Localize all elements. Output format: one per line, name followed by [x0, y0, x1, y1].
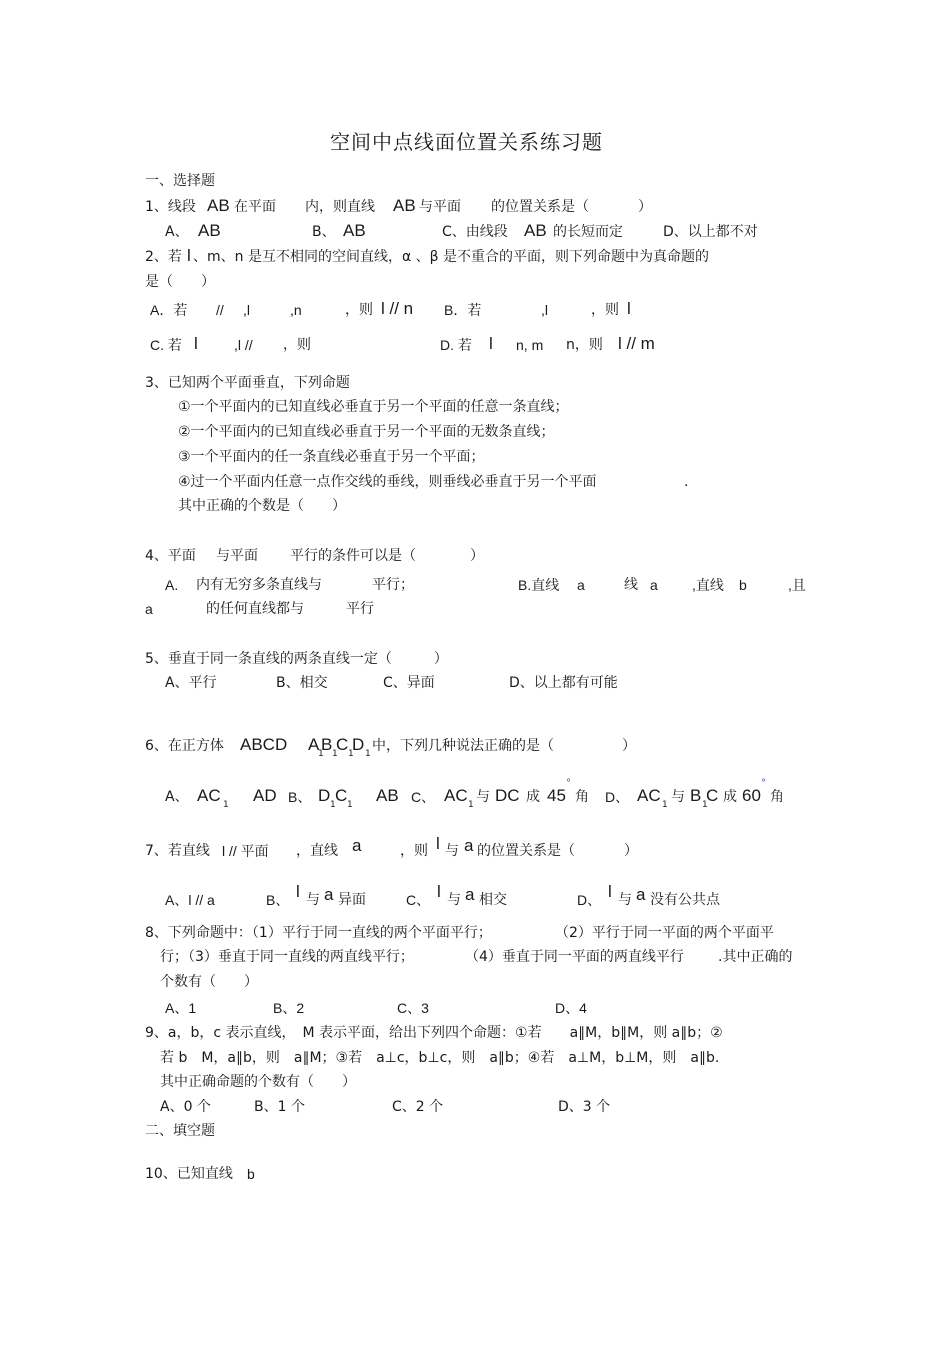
- q6-subscript: 1: [223, 800, 229, 810]
- q6-cube-top: B: [321, 735, 333, 754]
- q1-line-ab: AB: [393, 196, 416, 215]
- q2-option-d-part: n, m: [516, 337, 544, 353]
- q9-line-1: 9、a，b，c 表示直线， M 表示平面，给出下列四个命题：①若 a∥M，b∥M，则 a∥b；②: [145, 1025, 723, 1041]
- q7-option-a: A、l // a: [165, 892, 215, 908]
- q1-option-d: D、以上都不对: [663, 224, 758, 240]
- q7-option-b-part: 异面: [338, 892, 366, 908]
- q7-option-c-part: 相交: [479, 892, 507, 908]
- q2-option-b-part: ,l: [541, 302, 548, 318]
- q6-option-a-part: AC: [197, 786, 221, 805]
- q9-line-2: 若 b M，a∥b，则 a∥M；③若 a⊥c，b⊥c，则 a∥b；④若 a⊥M，b⊥M，则 a∥b.: [160, 1050, 720, 1066]
- q1-option-c: C、由线段: [442, 224, 508, 240]
- q7-option-c: C、: [406, 892, 431, 908]
- q8-line-1: （2）平行于同一平面的两个平面平: [555, 925, 774, 941]
- q7-option-b-part: 与: [306, 892, 320, 908]
- q2-option-a-part: ,l: [243, 302, 250, 318]
- q6-text: 6、在正方体: [145, 738, 224, 754]
- q2-option-b-part: ，则: [591, 302, 619, 318]
- q5-option-a: A、平行: [165, 675, 217, 691]
- q7-option-d-part: a: [636, 885, 646, 904]
- q6-option-d: D、: [605, 789, 630, 805]
- q6-option-d-angle: 60: [742, 786, 761, 805]
- q3-stem: 3、已知两个平面垂直，下列命题: [145, 375, 350, 391]
- q7-text: 与: [445, 843, 459, 859]
- q6-option-b-part: C: [335, 786, 348, 805]
- q4-option-b-part: ,直线: [692, 577, 724, 593]
- q1-text: ）: [638, 199, 652, 215]
- q4-text: 与平面: [216, 548, 258, 564]
- q2-option-d-result: l // m: [618, 334, 655, 353]
- q4-option-b-part: b: [739, 577, 747, 593]
- q7-line-a: a: [464, 836, 474, 855]
- q2-option-a-part: ，则: [345, 302, 373, 318]
- q7-text: l // 平面: [222, 843, 269, 859]
- q2-option-a-part: ,n: [290, 302, 302, 318]
- q6-option-d-part: 角: [770, 789, 784, 805]
- q6-option-a: A、: [165, 789, 189, 805]
- q1-option-c-text: 的长短而定: [553, 224, 623, 240]
- q6-option-c: C、: [411, 789, 436, 805]
- q2-line-l: l: [187, 246, 191, 265]
- q3-statement-3: ③一个平面内的任一条直线必垂直于另一个平面；: [178, 449, 485, 465]
- q1-segment-ab: AB: [207, 196, 230, 215]
- q4-option-a-text: 内有无穷多条直线与: [196, 577, 322, 593]
- page-title: 空间中点线面位置关系练习题: [330, 130, 603, 154]
- q8-option-d: D、4: [555, 1000, 587, 1016]
- q7-option-c-part: 与: [447, 892, 461, 908]
- q5-option-c: C、异面: [383, 675, 435, 691]
- q7-option-d-part: 没有公共点: [650, 892, 720, 908]
- q2-option-a-result: l // n: [381, 299, 414, 318]
- q7-text: ）: [624, 843, 638, 859]
- q1-text: 1、线段: [145, 199, 196, 215]
- q5-option-b: B、相交: [276, 675, 328, 691]
- q7-text: 的位置关系是（: [477, 843, 575, 859]
- q2-option-b: B．若: [444, 302, 482, 318]
- q2-option-d-part: l: [489, 334, 493, 353]
- q8-line-2: （4）垂直于同一平面的两直线平行: [465, 949, 684, 965]
- q6-cube-top: C: [336, 735, 349, 754]
- q1-option-c-value: AB: [524, 221, 547, 240]
- q1-option-a-value: AB: [198, 221, 221, 240]
- q4-option-b-part: ,且: [788, 577, 806, 593]
- q7-line-a: a: [352, 836, 362, 855]
- q4-option-b: B.直线: [518, 577, 560, 593]
- q8-line-2: .其中正确的: [718, 949, 793, 965]
- q1-option-a: A、: [165, 224, 189, 240]
- q7-option-d-part: 与: [618, 892, 632, 908]
- q9-option-d: D、3 个: [558, 1099, 611, 1115]
- q2-option-a-part: //: [216, 302, 224, 318]
- q6-option-d-part: B: [690, 786, 702, 805]
- q6-subscript: 1: [318, 749, 324, 759]
- q2-option-a: A．若: [150, 302, 188, 318]
- q6-option-d-part: AC: [637, 786, 661, 805]
- q3-statement-4: ④过一个平面内任意一点作交线的垂线，则垂线必垂直于另一个平面: [178, 474, 597, 490]
- q6-option-b: B、: [288, 789, 312, 805]
- q7-option-b: B、: [266, 892, 290, 908]
- q6-subscript: 1: [662, 800, 668, 810]
- q6-option-d-part: C: [706, 786, 719, 805]
- q6-cube-top: D: [352, 735, 365, 754]
- q8-line-3: 个数有（ ）: [160, 974, 258, 990]
- degree-mark-icon: °: [566, 778, 571, 789]
- q4-option-a: A.: [165, 577, 179, 593]
- q2-option-c-part: l: [194, 334, 198, 353]
- q2-option-c: C. 若: [150, 337, 182, 353]
- q4-option-b-cont: 的任何直线都与: [206, 601, 304, 617]
- q6-option-d-part: 成: [723, 789, 737, 805]
- section-heading-choice: 一、选择题: [145, 173, 215, 189]
- q6-subscript: 1: [468, 800, 474, 810]
- q6-option-c-part: AC: [444, 786, 468, 805]
- q7-option-d-part: l: [608, 882, 612, 901]
- q8-option-b: B、2: [273, 1000, 305, 1016]
- q10-line-b: b: [247, 1166, 255, 1182]
- q6-subscript: 1: [332, 749, 338, 759]
- q6-subscript: 1: [347, 800, 353, 810]
- q6-option-d-part: 与: [671, 789, 685, 805]
- q6-option-c-part: 与: [476, 789, 490, 805]
- q6-option-b-part: D: [318, 786, 331, 805]
- q6-text: ）: [622, 738, 636, 754]
- q4-option-b-part: 线: [624, 577, 638, 593]
- q6-option-c-part: 成: [526, 789, 540, 805]
- q7-option-c-part: l: [437, 882, 441, 901]
- q8-option-a: A、1: [165, 1000, 197, 1016]
- q9-option-c: C、2 个: [392, 1099, 444, 1115]
- q2-text: 是（ ）: [145, 274, 215, 290]
- q3-statement-4-end: .: [684, 474, 689, 490]
- q4-option-a-text: 平行；: [372, 577, 414, 593]
- q6-option-b-part: AB: [376, 786, 399, 805]
- q2-option-c-part: ，则: [283, 337, 311, 353]
- q1-text: 在平面: [234, 199, 276, 215]
- q7-text: ，直线: [296, 843, 338, 859]
- q8-line-1: 8、下列命题中：（1）平行于同一直线的两个平面平行；: [145, 925, 492, 941]
- q2-text: 、m、n 是互不相同的空间直线，α 、β 是不重合的平面，则下列命题中为真命题的: [193, 249, 710, 265]
- q1-text: 的位置关系是（: [491, 199, 589, 215]
- q6-cube-top: A: [308, 735, 320, 754]
- q9-option-a: A、0 个: [160, 1099, 211, 1115]
- q4-text: 4、平面: [145, 548, 196, 564]
- q2-option-b-result: l: [627, 299, 631, 318]
- q2-option-d-part: n，则: [566, 337, 603, 353]
- q1-option-b: B、: [312, 224, 336, 240]
- q8-line-2: 行；（3）垂直于同一直线的两直线平行；: [160, 949, 414, 965]
- q4-option-b-part: a: [577, 577, 585, 593]
- q3-statement-2: ②一个平面内的已知直线必垂直于另一个平面的无数条直线；: [178, 424, 555, 440]
- q4-text: ）: [470, 548, 484, 564]
- q7-option-c-part: a: [465, 885, 475, 904]
- q3-statement-1: ①一个平面内的已知直线必垂直于另一个平面的任意一条直线；: [178, 399, 569, 415]
- q6-subscript: 1: [330, 800, 336, 810]
- q6-subscript: 1: [702, 800, 708, 810]
- q7-option-b-part: a: [324, 885, 334, 904]
- q4-text: 平行的条件可以是（: [290, 548, 416, 564]
- q2-text: 2、若: [145, 249, 182, 265]
- q7-line-l: l: [436, 834, 440, 853]
- q1-text: 内，则直线: [305, 199, 375, 215]
- q7-option-b-part: l: [296, 882, 300, 901]
- q1-text: 与平面: [419, 199, 461, 215]
- q4-option-b-cont: a: [145, 601, 153, 617]
- q5-option-d: D、以上都有可能: [509, 675, 618, 691]
- q2-option-d: D. 若: [440, 337, 472, 353]
- q9-line-3: 其中正确命题的个数有（ ）: [160, 1074, 356, 1090]
- q5-stem: 5、垂直于同一条直线的两条直线一定（ ）: [145, 651, 448, 667]
- q10-text: 10、已知直线: [145, 1166, 233, 1182]
- q6-option-c-part: 角: [575, 789, 589, 805]
- q9-option-b: B、1 个: [254, 1099, 305, 1115]
- section-heading-fill-in: 二、填空题: [145, 1123, 215, 1139]
- q6-subscript: 1: [348, 749, 354, 759]
- q7-text: ，则: [400, 843, 428, 859]
- q6-cube-base: ABCD: [240, 735, 288, 754]
- q6-option-a-part: AD: [253, 786, 277, 805]
- q6-text: 中，下列几种说法正确的是（: [372, 738, 554, 754]
- q7-option-d: D、: [577, 892, 602, 908]
- q8-option-c: C、3: [397, 1000, 429, 1016]
- q4-option-b-part: a: [650, 577, 658, 593]
- q2-option-c-part: ,l //: [234, 337, 253, 353]
- q6-option-c-angle: 45: [547, 786, 566, 805]
- q4-option-b-cont: 平行: [346, 601, 374, 617]
- q3-ask: 其中正确的个数是（ ）: [178, 498, 346, 514]
- q6-subscript: 1: [365, 749, 371, 759]
- degree-mark-icon: °: [761, 778, 766, 789]
- q6-option-c-part: DC: [495, 786, 520, 805]
- q1-option-b-value: AB: [343, 221, 366, 240]
- q7-text: 7、若直线: [145, 843, 210, 859]
